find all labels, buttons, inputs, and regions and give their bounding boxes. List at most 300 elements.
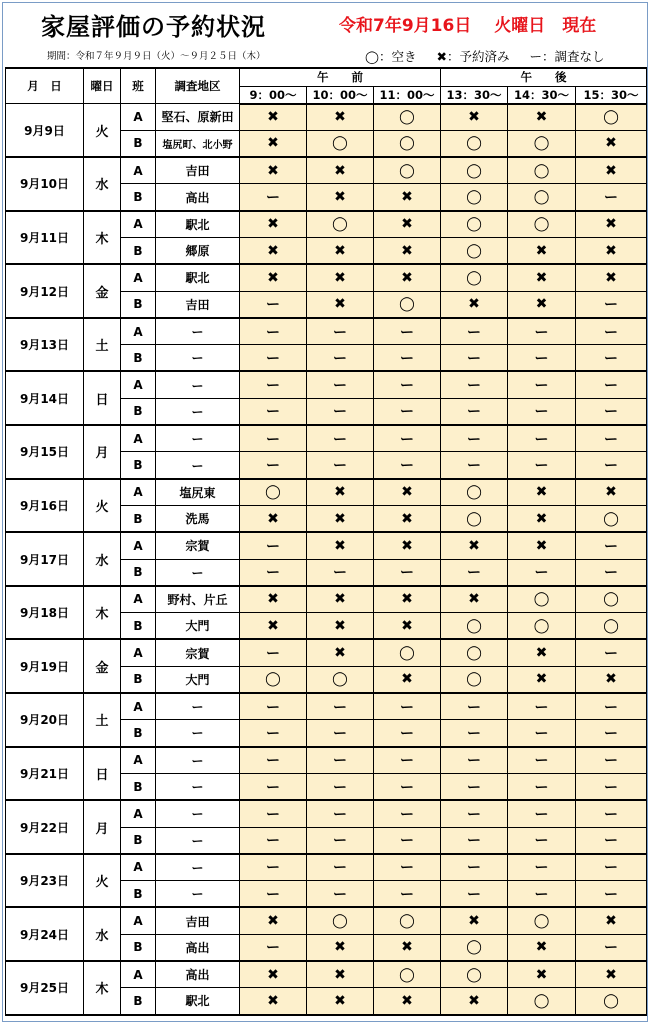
slot-cell: ◯ (374, 291, 441, 318)
slot-cell: ー (307, 452, 374, 479)
slot-cell: ✖ (576, 211, 647, 238)
date-cell: 9月16日 (6, 479, 84, 533)
slot-cell: ✖ (240, 613, 307, 640)
slot-cell: ー (240, 184, 307, 211)
col-header-area: 調査地区 (156, 68, 240, 104)
slot-cell: ー (508, 773, 576, 800)
team-cell: A (121, 907, 156, 934)
slot-cell: ー (576, 532, 647, 559)
slot-cell: ◯ (240, 666, 307, 693)
slot-cell: ✖ (307, 157, 374, 184)
area-cell: ー (156, 425, 240, 452)
team-cell: A (121, 264, 156, 291)
date-cell: 9月14日 (6, 371, 84, 425)
slot-cell: ✖ (240, 237, 307, 264)
slot-cell: ◯ (240, 479, 307, 506)
slot-cell: ✖ (240, 264, 307, 291)
slot-cell: ◯ (441, 157, 508, 184)
slot-cell: ー (240, 773, 307, 800)
slot-cell: ◯ (441, 961, 508, 988)
slot-cell: ✖ (374, 211, 441, 238)
date-cell: 9月19日 (6, 639, 84, 693)
table-row (6, 907, 647, 934)
team-cell: B (121, 934, 156, 961)
slot-cell: ー (374, 398, 441, 425)
slot-cell: ー (307, 881, 374, 908)
slot-cell: ー (441, 773, 508, 800)
slot-cell: ー (374, 881, 441, 908)
slot-cell: ー (576, 559, 647, 586)
weekday-cell: 火 (84, 479, 121, 533)
slot-cell: ー (240, 854, 307, 881)
slot-cell: ー (441, 371, 508, 398)
slot-cell: ー (240, 639, 307, 666)
slot-cell: ✖ (374, 613, 441, 640)
table-row (6, 639, 647, 666)
slot-cell: ✖ (374, 479, 441, 506)
slot-cell: ー (441, 559, 508, 586)
slot-cell: ✖ (508, 934, 576, 961)
team-cell: A (121, 371, 156, 398)
slot-cell: ✖ (374, 264, 441, 291)
slot-cell: ◯ (508, 211, 576, 238)
slot-cell: ◯ (508, 184, 576, 211)
col-header-am: 午 前 (240, 68, 441, 86)
slot-cell: ー (240, 827, 307, 854)
table-row (6, 586, 647, 613)
slot-cell: ✖ (374, 586, 441, 613)
slot-cell: ー (240, 693, 307, 720)
slot-cell: ー (240, 371, 307, 398)
area-cell: 高出 (156, 961, 240, 988)
slot-cell: ー (240, 291, 307, 318)
slot-cell: ー (441, 693, 508, 720)
slot-cell: ー (441, 747, 508, 774)
slot-cell: ー (441, 452, 508, 479)
team-cell: B (121, 505, 156, 532)
slot-cell: ◯ (441, 237, 508, 264)
team-cell: B (121, 559, 156, 586)
area-cell: ー (156, 720, 240, 747)
area-cell: 吉田 (156, 907, 240, 934)
slot-cell: ー (576, 345, 647, 372)
slot-cell: ー (508, 881, 576, 908)
team-cell: A (121, 693, 156, 720)
slot-cell: ✖ (441, 104, 508, 131)
area-cell: 宗賀 (156, 639, 240, 666)
slot-cell: ー (307, 693, 374, 720)
slot-cell: ✖ (508, 666, 576, 693)
team-cell: A (121, 318, 156, 345)
area-cell: 高出 (156, 934, 240, 961)
slot-cell: ◯ (576, 104, 647, 131)
weekday-cell: 水 (84, 157, 121, 211)
team-cell: A (121, 532, 156, 559)
col-header-weekday: 曜日 (84, 68, 121, 104)
slot-cell: ー (240, 318, 307, 345)
slot-cell: ✖ (508, 237, 576, 264)
legend (365, 47, 604, 65)
slot-cell: ✖ (576, 130, 647, 157)
slot-cell: ◯ (576, 586, 647, 613)
weekday-cell: 火 (84, 854, 121, 908)
team-cell: A (121, 211, 156, 238)
slot-cell: ✖ (374, 988, 441, 1015)
table-row (6, 479, 647, 506)
slot-cell: ✖ (441, 532, 508, 559)
team-cell: B (121, 720, 156, 747)
slot-cell: ー (374, 800, 441, 827)
weekday-cell: 土 (84, 693, 121, 747)
weekday-cell: 木 (84, 961, 121, 1015)
slot-cell: ◯ (441, 613, 508, 640)
team-cell: A (121, 157, 156, 184)
slot-cell: ✖ (576, 961, 647, 988)
slot-cell: ー (576, 881, 647, 908)
area-cell: 堅石、原新田 (156, 104, 240, 131)
slot-cell: ー (576, 318, 647, 345)
slot-cell: ー (374, 318, 441, 345)
team-cell: B (121, 184, 156, 211)
slot-cell: ー (374, 854, 441, 881)
slot-cell: ✖ (374, 505, 441, 532)
team-cell: B (121, 613, 156, 640)
slot-cell: ◯ (307, 130, 374, 157)
slot-cell: ✖ (240, 104, 307, 131)
slot-cell: ー (576, 639, 647, 666)
area-cell: ー (156, 827, 240, 854)
date-cell: 9月15日 (6, 425, 84, 479)
slot-cell: ✖ (576, 666, 647, 693)
team-cell: B (121, 773, 156, 800)
team-cell: A (121, 961, 156, 988)
col-header-date: 月 日 (6, 68, 84, 104)
date-cell: 9月9日 (6, 104, 84, 158)
slot-cell: ◯ (441, 211, 508, 238)
area-cell: ー (156, 854, 240, 881)
slot-cell: ー (307, 773, 374, 800)
slot-cell: ー (307, 827, 374, 854)
slot-cell: ✖ (441, 907, 508, 934)
slot-cell: ー (441, 720, 508, 747)
slot-cell: ✖ (508, 291, 576, 318)
slot-cell: ー (441, 398, 508, 425)
slot-cell: ー (307, 800, 374, 827)
slot-cell: ー (508, 318, 576, 345)
team-cell: B (121, 130, 156, 157)
slot-cell: ✖ (307, 639, 374, 666)
area-cell: 郷原 (156, 237, 240, 264)
slot-cell: ー (240, 398, 307, 425)
slot-cell: ◯ (307, 211, 374, 238)
weekday-cell: 木 (84, 211, 121, 265)
slot-cell: ー (307, 559, 374, 586)
slot-cell: ー (508, 398, 576, 425)
page-title: 家屋評価の予約状況 (41, 13, 266, 41)
area-cell: 駅北 (156, 988, 240, 1015)
slot-cell: ー (441, 827, 508, 854)
team-cell: B (121, 452, 156, 479)
slot-cell: ◯ (441, 934, 508, 961)
area-cell: ー (156, 398, 240, 425)
weekday-cell: 日 (84, 747, 121, 801)
slot-cell: ー (374, 720, 441, 747)
slot-cell: ー (307, 318, 374, 345)
period-range: 期間：令和７年９月９日（火）～９月２５日（木） (47, 51, 266, 62)
slot-cell: ー (307, 425, 374, 452)
slot-cell: ◯ (508, 586, 576, 613)
table-row (6, 800, 647, 827)
slot-cell: ◯ (576, 988, 647, 1015)
slot-cell: ー (508, 693, 576, 720)
weekday-cell: 月 (84, 800, 121, 854)
col-header-time: 14：30～ (508, 86, 576, 104)
reservation-sheet (2, 2, 648, 1022)
slot-cell: ー (576, 291, 647, 318)
slot-cell: ◯ (374, 961, 441, 988)
table-row (6, 747, 647, 774)
col-header-team: 班 (121, 68, 156, 104)
team-cell: B (121, 345, 156, 372)
slot-cell: ー (576, 827, 647, 854)
slot-cell: ◯ (374, 639, 441, 666)
slot-cell: ー (576, 934, 647, 961)
slot-cell: ✖ (307, 934, 374, 961)
reservation-table (5, 67, 647, 1016)
area-cell: 塩尻東 (156, 479, 240, 506)
date-cell: 9月25日 (6, 961, 84, 1015)
slot-cell: ✖ (508, 104, 576, 131)
date-cell: 9月18日 (6, 586, 84, 640)
area-cell: ー (156, 345, 240, 372)
slot-cell: ー (508, 854, 576, 881)
area-cell: 大門 (156, 613, 240, 640)
slot-cell: ✖ (508, 639, 576, 666)
table-row (6, 264, 647, 291)
slot-cell: ◯ (374, 130, 441, 157)
slot-cell: ー (508, 800, 576, 827)
slot-cell: ー (307, 720, 374, 747)
slot-cell: ー (576, 854, 647, 881)
slot-cell: ー (374, 827, 441, 854)
slot-cell: ー (374, 371, 441, 398)
date-cell: 9月24日 (6, 907, 84, 961)
slot-cell: ✖ (307, 479, 374, 506)
slot-cell: ー (508, 747, 576, 774)
date-cell: 9月22日 (6, 800, 84, 854)
slot-cell: ー (576, 184, 647, 211)
team-cell: B (121, 827, 156, 854)
slot-cell: ◯ (441, 505, 508, 532)
slot-cell: ー (441, 345, 508, 372)
slot-cell: ✖ (307, 184, 374, 211)
slot-cell: ー (576, 773, 647, 800)
date-cell: 9月10日 (6, 157, 84, 211)
slot-cell: ✖ (576, 479, 647, 506)
slot-cell: ◯ (374, 907, 441, 934)
area-cell: 吉田 (156, 157, 240, 184)
team-cell: A (121, 586, 156, 613)
slot-cell: ✖ (240, 988, 307, 1015)
slot-cell: ✖ (307, 237, 374, 264)
legend-vacant: ◯：空き (365, 49, 417, 64)
slot-cell: ✖ (307, 505, 374, 532)
slot-cell: ー (441, 800, 508, 827)
weekday-cell: 火 (84, 104, 121, 158)
slot-cell: ー (576, 693, 647, 720)
slot-cell: ✖ (307, 961, 374, 988)
weekday-cell: 金 (84, 264, 121, 318)
slot-cell: ◯ (441, 479, 508, 506)
area-cell: 洗馬 (156, 505, 240, 532)
slot-cell: ✖ (307, 104, 374, 131)
slot-cell: ◯ (508, 988, 576, 1015)
area-cell: 駅北 (156, 211, 240, 238)
area-cell: ー (156, 559, 240, 586)
area-cell: ー (156, 881, 240, 908)
slot-cell: ー (240, 532, 307, 559)
slot-cell: ✖ (374, 934, 441, 961)
col-header-time: 11：00～ (374, 86, 441, 104)
slot-cell: ✖ (508, 961, 576, 988)
date-cell: 9月21日 (6, 747, 84, 801)
slot-cell: ◯ (374, 104, 441, 131)
weekday-cell: 月 (84, 425, 121, 479)
team-cell: A (121, 747, 156, 774)
slot-cell: ✖ (576, 264, 647, 291)
date-cell: 9月12日 (6, 264, 84, 318)
slot-cell: ✖ (240, 961, 307, 988)
slot-cell: ー (508, 371, 576, 398)
slot-cell: ✖ (307, 586, 374, 613)
slot-cell: ◯ (508, 907, 576, 934)
slot-cell: ー (508, 827, 576, 854)
slot-cell: ー (576, 398, 647, 425)
slot-cell: ✖ (374, 237, 441, 264)
legend-none: ー：調査なし (529, 49, 605, 64)
slot-cell: ー (240, 747, 307, 774)
slot-cell: ー (240, 559, 307, 586)
area-cell: 駅北 (156, 264, 240, 291)
weekday-cell: 水 (84, 532, 121, 586)
slot-cell: ✖ (576, 907, 647, 934)
slot-cell: ー (374, 693, 441, 720)
date-cell: 9月17日 (6, 532, 84, 586)
weekday-cell: 土 (84, 318, 121, 372)
slot-cell: ー (374, 559, 441, 586)
table-body (6, 104, 647, 1015)
slot-cell: ー (441, 881, 508, 908)
team-cell: B (121, 988, 156, 1015)
area-cell: ー (156, 747, 240, 774)
table-row (6, 318, 647, 345)
area-cell: ー (156, 693, 240, 720)
area-cell: 大門 (156, 666, 240, 693)
slot-cell: ◯ (307, 907, 374, 934)
team-cell: A (121, 854, 156, 881)
slot-cell: ✖ (307, 291, 374, 318)
slot-cell: ◯ (441, 666, 508, 693)
table-row (6, 532, 647, 559)
slot-cell: ✖ (240, 211, 307, 238)
team-cell: A (121, 639, 156, 666)
col-header-time: 13：30～ (441, 86, 508, 104)
slot-cell: ✖ (307, 264, 374, 291)
slot-cell: ー (374, 773, 441, 800)
slot-cell: ✖ (508, 532, 576, 559)
slot-cell: ー (307, 398, 374, 425)
slot-cell: ✖ (240, 586, 307, 613)
slot-cell: ✖ (374, 532, 441, 559)
slot-cell: ー (240, 452, 307, 479)
slot-cell: ー (240, 345, 307, 372)
team-cell: A (121, 425, 156, 452)
slot-cell: ✖ (576, 157, 647, 184)
table-row (6, 371, 647, 398)
slot-cell: ✖ (240, 130, 307, 157)
team-cell: B (121, 666, 156, 693)
col-header-time: 15：30～ (576, 86, 647, 104)
area-cell: 吉田 (156, 291, 240, 318)
slot-cell: ー (508, 559, 576, 586)
slot-cell: ✖ (240, 907, 307, 934)
slot-cell: ✖ (374, 184, 441, 211)
slot-cell: ー (374, 747, 441, 774)
slot-cell: ー (576, 371, 647, 398)
slot-cell: ー (240, 800, 307, 827)
slot-cell: ー (307, 854, 374, 881)
team-cell: B (121, 398, 156, 425)
slot-cell: ◯ (508, 157, 576, 184)
team-cell: B (121, 291, 156, 318)
slot-cell: ー (374, 345, 441, 372)
slot-cell: ◯ (508, 130, 576, 157)
area-cell: 塩尻町、北小野 (156, 130, 240, 157)
slot-cell: ◯ (441, 264, 508, 291)
slot-cell: ー (441, 854, 508, 881)
table-row (6, 854, 647, 881)
team-cell: A (121, 104, 156, 131)
slot-cell: ✖ (508, 479, 576, 506)
slot-cell: ✖ (508, 264, 576, 291)
slot-cell: ◯ (441, 639, 508, 666)
slot-cell: ー (441, 425, 508, 452)
slot-cell: ✖ (240, 157, 307, 184)
slot-cell: ー (307, 345, 374, 372)
slot-cell: ー (240, 425, 307, 452)
slot-cell: ✖ (307, 532, 374, 559)
date-cell: 9月11日 (6, 211, 84, 265)
slot-cell: ー (576, 800, 647, 827)
slot-cell: ◯ (441, 184, 508, 211)
area-cell: ー (156, 773, 240, 800)
slot-cell: ✖ (307, 988, 374, 1015)
slot-cell: ー (576, 720, 647, 747)
slot-cell: ✖ (441, 586, 508, 613)
team-cell: B (121, 237, 156, 264)
slot-cell: ー (307, 747, 374, 774)
slot-cell: ー (508, 425, 576, 452)
legend-booked: ✖：予約済み (436, 49, 510, 64)
area-cell: ー (156, 452, 240, 479)
col-header-pm: 午 後 (441, 68, 647, 86)
slot-cell: ◯ (374, 157, 441, 184)
table-row (6, 425, 647, 452)
slot-cell: ー (508, 720, 576, 747)
slot-cell: ー (441, 318, 508, 345)
date-cell: 9月13日 (6, 318, 84, 372)
slot-cell: ✖ (240, 505, 307, 532)
